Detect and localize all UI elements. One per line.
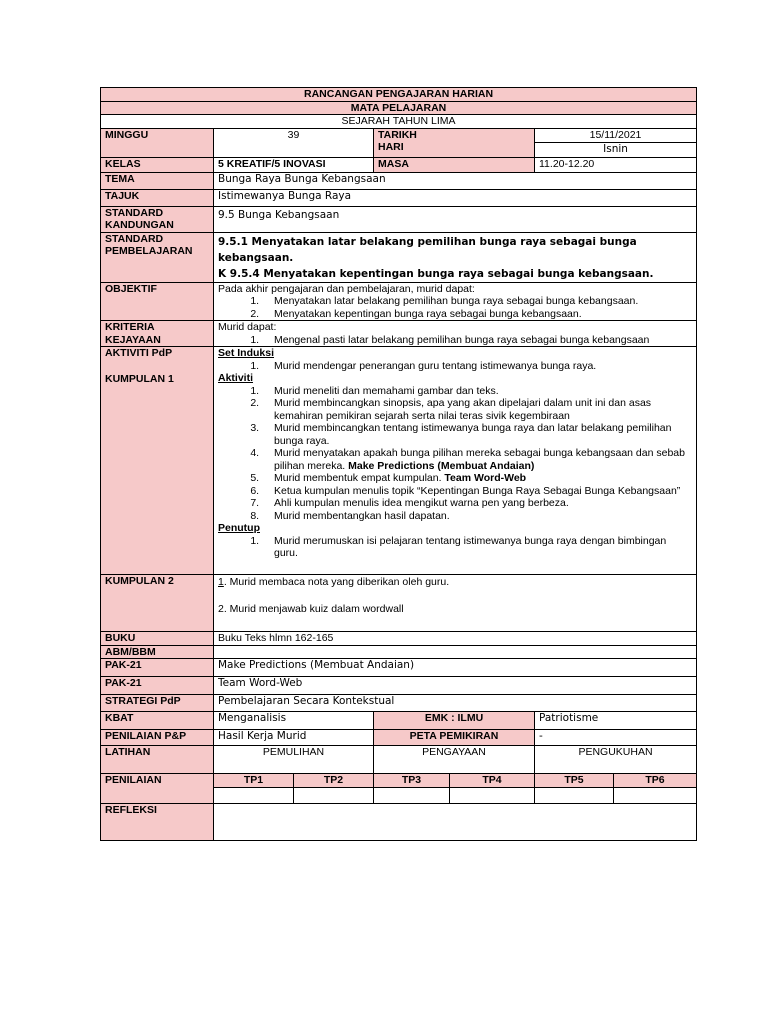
- time-label: MASA: [374, 157, 535, 172]
- thinking-map-value: -: [535, 730, 697, 746]
- lesson-plan-table: [100, 87, 697, 841]
- success-criteria-label-line2: KEJAYAAN: [105, 333, 161, 346]
- activity-item: [262, 447, 692, 472]
- group1-label: KUMPULAN 1: [105, 372, 174, 385]
- date-value: 15/11/2021: [535, 128, 697, 142]
- plan-title: RANCANGAN PENGAJARAN HARIAN: [101, 88, 697, 102]
- success-criteria-item: 1. Mengenal pasti latar belakang pemilihan bunga raya sebagai bunga kebangsaan: [262, 334, 692, 347]
- assessment-label: PENILAIAN: [101, 774, 214, 804]
- success-criteria-intro: Murid dapat:: [218, 321, 277, 333]
- tp-header: TP4: [450, 774, 535, 788]
- activity-item: 6. Ketua kumpulan menulis topik “Kepentingan Bunga Raya Sebagai Bunga Kebangsaan”: [262, 485, 692, 498]
- activity-item: 7. Ahli kumpulan menulis idea mengikut warna pen yang berbeza.: [262, 497, 692, 510]
- activity-item: 8. Murid membentangkan hasil dapatan.: [262, 510, 692, 523]
- objective-item: 2. Menyatakan kepentingan bunga raya sebagai bunga kebangsaan.: [262, 308, 692, 321]
- objective-item: 1. Menyatakan latar belakang pemilihan bunga raya sebagai bunga kebangsaan.: [262, 295, 692, 308]
- learning-standard-label-line1: STANDARD: [105, 232, 164, 245]
- tp-header: TP1: [214, 774, 294, 788]
- date-label: TARIKH: [378, 128, 417, 141]
- closure-list: [218, 535, 692, 560]
- group2-step2: 2. Murid menjawab kuiz dalam wordwall: [218, 602, 404, 615]
- thinking-map-label: PETA PEMIKIRAN: [374, 730, 535, 746]
- activity-cell: [214, 347, 697, 575]
- theme-value: Bunga Raya Bunga Kebangsaan: [214, 172, 697, 189]
- objective-intro: Pada akhir pengajaran dan pembelajaran, murid dapat:: [218, 282, 475, 295]
- success-criteria-label: [101, 321, 214, 347]
- activity-item-text: Murid membentuk empat kumpulan.: [274, 472, 442, 484]
- strategy-label: STRATEGI PdP: [101, 695, 214, 712]
- assessment-pp-label: PENILAIAN P&P: [101, 730, 214, 746]
- activity-item-text: Murid menyatakan apakah bunga pilihan mereka sebagai bunga kebangsaan dan sebab pilihan mereka.: [274, 447, 685, 472]
- learning-standard-2: K 9.5.4 Menyatakan kepentingan bunga raya sebagai bunga kebangsaan.: [218, 267, 654, 280]
- tp-header: TP2: [294, 774, 374, 788]
- topic-label: TAJUK: [101, 189, 214, 206]
- tp-cell: [294, 788, 374, 804]
- date-day-label: [374, 128, 535, 157]
- learning-standard-label: [101, 232, 214, 282]
- set-induction-title: Set Induksi: [218, 347, 275, 359]
- emk-label: EMK : ILMU: [374, 712, 535, 730]
- activity-item-strategy: Make Predictions (Membuat Andaian): [348, 459, 535, 472]
- activity-list: [218, 385, 692, 523]
- class-value: 5 KREATIF/5 INOVASI: [214, 157, 374, 172]
- success-criteria-label-line1: KRITERIA: [105, 321, 155, 333]
- teaching-aids-label: ABM/BBM: [101, 645, 214, 659]
- reflection-label: REFLEKSI: [101, 804, 214, 841]
- tp-cell: [614, 788, 697, 804]
- subject-name: SEJARAH TAHUN LIMA: [101, 115, 697, 129]
- set-induction-item: 1. Murid mendengar penerangan guru tentang istimewanya bunga raya.: [262, 360, 692, 373]
- assessment-pp-value: Hasil Kerja Murid: [214, 730, 374, 746]
- content-standard-label: [101, 206, 214, 232]
- tp-header: TP3: [374, 774, 450, 788]
- tp-cell: [450, 788, 535, 804]
- success-criteria-cell: [214, 321, 697, 347]
- tp-cell: [535, 788, 614, 804]
- pak21-label: PAK-21: [101, 659, 214, 677]
- closure-item: 1. Murid merumuskan isi pelajaran tentang istimewanya bunga raya dengan bimbingan guru.: [262, 535, 692, 560]
- time-value: 11.20-12.20: [535, 157, 697, 172]
- week-value: 39: [214, 128, 374, 157]
- subject-heading: MATA PELAJARAN: [101, 101, 697, 115]
- learning-standard-value: [214, 232, 697, 282]
- strategy-value: Pembelajaran Secara Kontekstual: [214, 695, 697, 712]
- textbook-value: Buku Teks hlmn 162-165: [214, 632, 697, 646]
- content-standard-label-line1: STANDARD: [105, 206, 164, 219]
- activity-item: [262, 472, 692, 485]
- group2-step1-text: . Murid membaca nota yang diberikan oleh guru.: [223, 576, 450, 588]
- activity-title: Aktiviti: [218, 372, 254, 384]
- set-induction-list: [218, 360, 692, 373]
- tp-header: TP6: [614, 774, 697, 788]
- learning-standard-1: 9.5.1 Menyatakan latar belakang pemilihan bunga raya sebagai bunga kebangsaan.: [218, 235, 637, 264]
- pak21-value: Make Predictions (Membuat Andaian): [214, 659, 697, 677]
- activity-item: 1. Murid meneliti dan memahami gambar dan teks.: [262, 385, 692, 398]
- group2-cell: [214, 575, 697, 632]
- tp-header: TP5: [535, 774, 614, 788]
- activity-item-strategy: Team Word-Web: [444, 472, 527, 484]
- teaching-aids-value: [214, 645, 697, 659]
- activity-label-cell: [101, 347, 214, 575]
- group2-step1: [218, 575, 692, 589]
- learning-standard-label-line2: PEMBELAJARAN: [105, 245, 193, 257]
- pak21-label: PAK-21: [101, 677, 214, 695]
- theme-label: TEMA: [101, 172, 214, 189]
- activity-label: AKTIVITI PdP: [105, 347, 173, 359]
- objective-cell: [214, 282, 697, 321]
- exercise-label: LATIHAN: [101, 746, 214, 774]
- objective-label: OBJEKTIF: [101, 282, 214, 321]
- content-standard-value: 9.5 Bunga Kebangsaan: [214, 206, 697, 232]
- activity-item: 2. Murid membincangkan sinopsis, apa yang akan dipelajari dalam unit ini dan asas kemahiran pemikiran sejarah serta nilai teras sivik kegembiraan: [262, 397, 692, 422]
- hots-value: Menganalisis: [214, 712, 374, 730]
- day-value: Isnin: [535, 142, 697, 157]
- success-criteria-list: [218, 334, 692, 347]
- group2-step1-number: 1: [218, 576, 224, 588]
- exercise-reinforcement: PENGUKUHAN: [535, 746, 697, 774]
- activity-item: 3. Murid membincangkan tentang istimewanya bunga raya dan latar belakang pemilihan bunga raya.: [262, 422, 692, 447]
- class-label: KELAS: [101, 157, 214, 172]
- topic-value: Istimewanya Bunga Raya: [214, 189, 697, 206]
- pak21-value: Team Word-Web: [214, 677, 697, 695]
- group2-label: KUMPULAN 2: [101, 575, 214, 632]
- content-standard-label-line2: KANDUNGAN: [105, 219, 174, 231]
- exercise-remedial: PEMULIHAN: [214, 746, 374, 774]
- week-label: MINGGU: [101, 128, 214, 157]
- exercise-enrichment: PENGAYAAN: [374, 746, 535, 774]
- emk-value: Patriotisme: [535, 712, 697, 730]
- closure-title: Penutup: [218, 522, 260, 534]
- day-label: HARI: [378, 141, 404, 153]
- hots-label: KBAT: [101, 712, 214, 730]
- reflection-value: [214, 804, 697, 841]
- objective-list: [218, 295, 692, 320]
- tp-cell: [374, 788, 450, 804]
- tp-cell: [214, 788, 294, 804]
- textbook-label: BUKU: [101, 632, 214, 646]
